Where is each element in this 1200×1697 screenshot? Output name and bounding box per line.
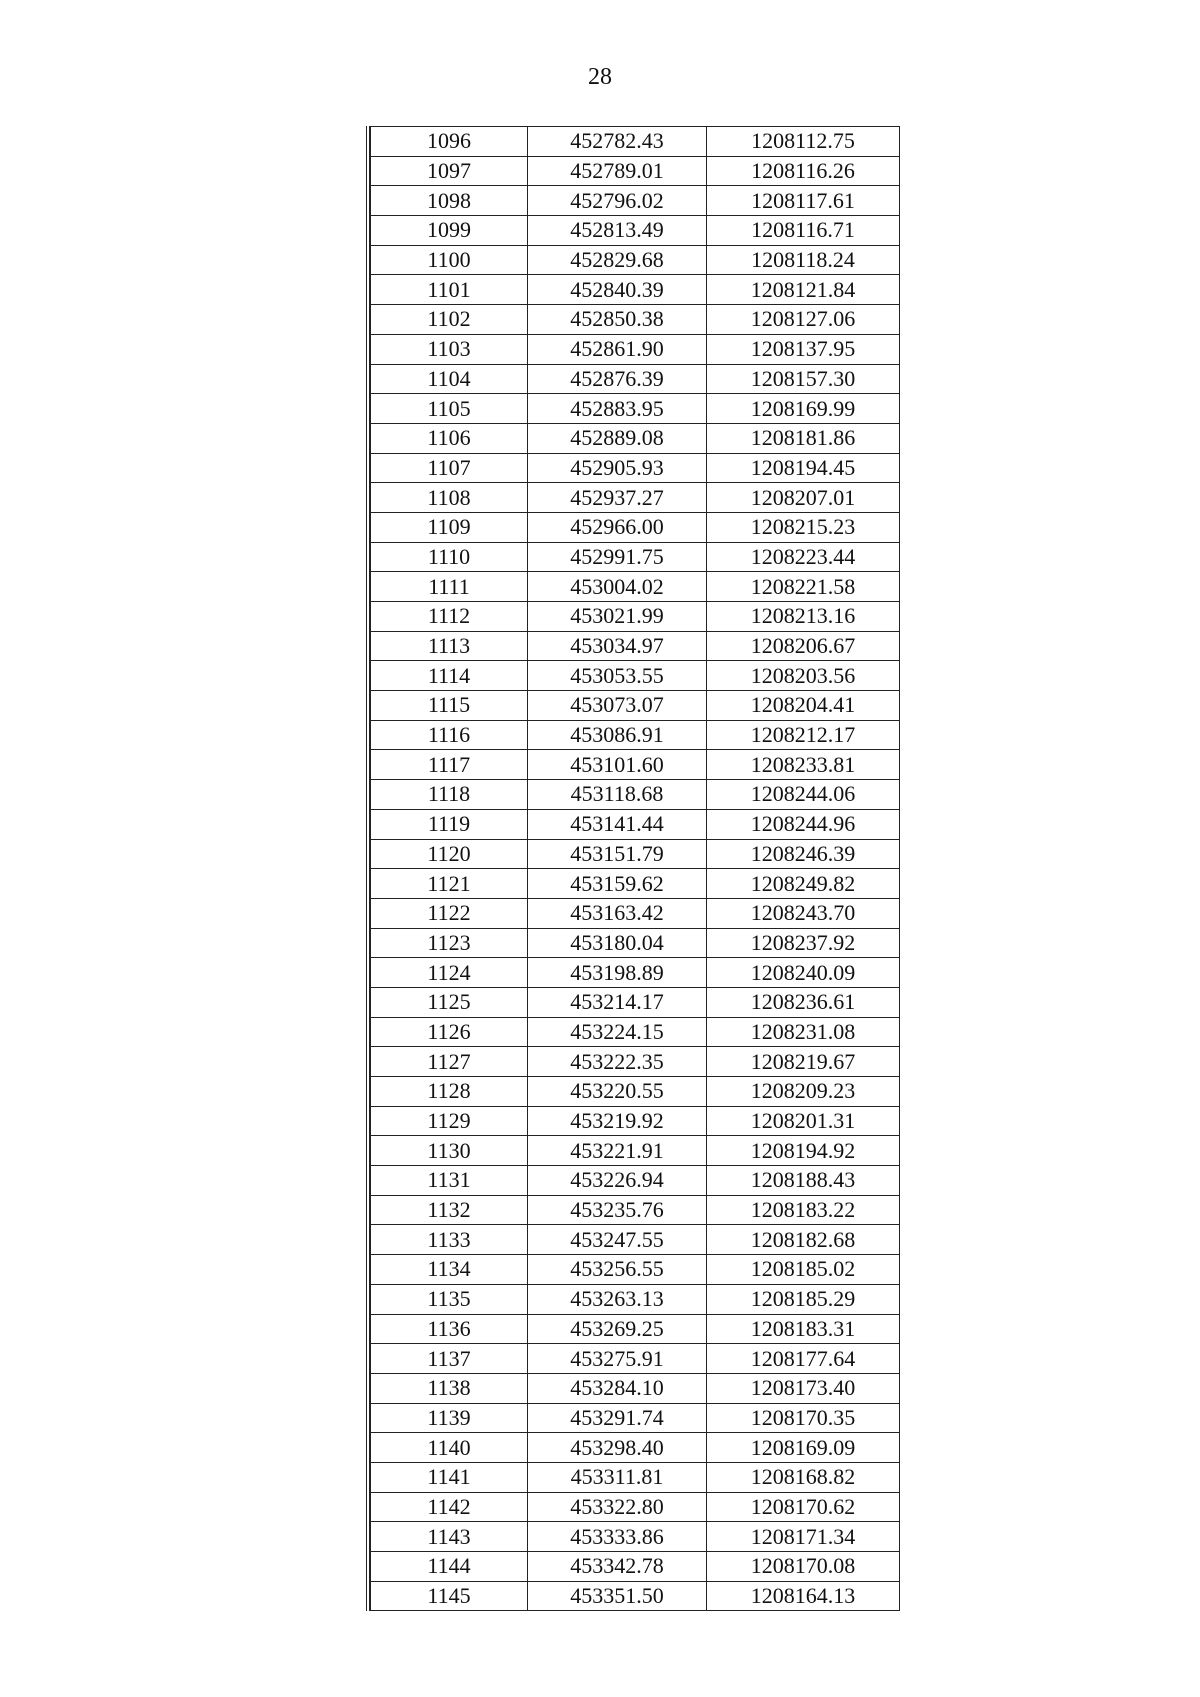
- point-number-cell: 1111: [371, 572, 528, 602]
- y-coordinate-cell: 1208244.96: [707, 809, 900, 839]
- point-number-cell: 1109: [371, 512, 528, 542]
- x-coordinate-cell: 453247.55: [528, 1225, 707, 1255]
- y-coordinate-cell: 1208237.92: [707, 928, 900, 958]
- table-row: [371, 275, 900, 305]
- point-number-cell: 1104: [371, 364, 528, 394]
- y-coordinate-cell: 1208212.17: [707, 720, 900, 750]
- x-coordinate-cell: 453214.17: [528, 987, 707, 1017]
- y-coordinate-cell: 1208201.31: [707, 1106, 900, 1136]
- point-number-cell: 1131: [371, 1166, 528, 1196]
- y-coordinate-cell: 1208121.84: [707, 275, 900, 305]
- y-coordinate-cell: 1208236.61: [707, 987, 900, 1017]
- table-row: [371, 661, 900, 691]
- table-row: [371, 394, 900, 424]
- x-coordinate-cell: 453151.79: [528, 839, 707, 869]
- table-row: [371, 1166, 900, 1196]
- point-number-cell: 1108: [371, 483, 528, 513]
- point-number-cell: 1107: [371, 453, 528, 483]
- point-number-cell: 1118: [371, 780, 528, 810]
- table-row: [371, 1373, 900, 1403]
- table-row: [371, 928, 900, 958]
- y-coordinate-cell: 1208219.67: [707, 1047, 900, 1077]
- y-coordinate-cell: 1208169.99: [707, 394, 900, 424]
- table-row: [371, 512, 900, 542]
- y-coordinate-cell: 1208213.16: [707, 602, 900, 632]
- point-number-cell: 1117: [371, 750, 528, 780]
- table-row: [371, 1077, 900, 1107]
- point-number-cell: 1102: [371, 305, 528, 335]
- table-row: [371, 156, 900, 186]
- y-coordinate-cell: 1208223.44: [707, 542, 900, 572]
- table-row: [371, 1581, 900, 1611]
- point-number-cell: 1132: [371, 1195, 528, 1225]
- y-coordinate-cell: 1208112.75: [707, 127, 900, 157]
- point-number-cell: 1101: [371, 275, 528, 305]
- y-coordinate-cell: 1208182.68: [707, 1225, 900, 1255]
- coordinates-table-body: [371, 127, 900, 1611]
- point-number-cell: 1134: [371, 1255, 528, 1285]
- x-coordinate-cell: 452889.08: [528, 423, 707, 453]
- y-coordinate-cell: 1208206.67: [707, 631, 900, 661]
- point-number-cell: 1133: [371, 1225, 528, 1255]
- table-row: [371, 216, 900, 246]
- point-number-cell: 1127: [371, 1047, 528, 1077]
- table-row: [371, 1433, 900, 1463]
- x-coordinate-cell: 453333.86: [528, 1522, 707, 1552]
- x-coordinate-cell: 453053.55: [528, 661, 707, 691]
- table-row: [371, 1136, 900, 1166]
- point-number-cell: 1144: [371, 1552, 528, 1582]
- point-number-cell: 1100: [371, 245, 528, 275]
- y-coordinate-cell: 1208185.29: [707, 1284, 900, 1314]
- point-number-cell: 1115: [371, 691, 528, 721]
- point-number-cell: 1120: [371, 839, 528, 869]
- point-number-cell: 1098: [371, 186, 528, 216]
- table-row: [371, 542, 900, 572]
- x-coordinate-cell: 453004.02: [528, 572, 707, 602]
- x-coordinate-cell: 453263.13: [528, 1284, 707, 1314]
- y-coordinate-cell: 1208203.56: [707, 661, 900, 691]
- y-coordinate-cell: 1208164.13: [707, 1581, 900, 1611]
- x-coordinate-cell: 453220.55: [528, 1077, 707, 1107]
- table-row: [371, 1552, 900, 1582]
- table-row: [371, 1106, 900, 1136]
- y-coordinate-cell: 1208240.09: [707, 958, 900, 988]
- table-row: [371, 958, 900, 988]
- point-number-cell: 1114: [371, 661, 528, 691]
- point-number-cell: 1138: [371, 1373, 528, 1403]
- x-coordinate-cell: 453284.10: [528, 1373, 707, 1403]
- x-coordinate-cell: 453269.25: [528, 1314, 707, 1344]
- table-row: [371, 1462, 900, 1492]
- table-row: [371, 987, 900, 1017]
- point-number-cell: 1145: [371, 1581, 528, 1611]
- x-coordinate-cell: 452813.49: [528, 216, 707, 246]
- x-coordinate-cell: 452937.27: [528, 483, 707, 513]
- y-coordinate-cell: 1208231.08: [707, 1017, 900, 1047]
- x-coordinate-cell: 453073.07: [528, 691, 707, 721]
- table-row: [371, 127, 900, 157]
- table-row: [371, 572, 900, 602]
- y-coordinate-cell: 1208215.23: [707, 512, 900, 542]
- x-coordinate-cell: 453275.91: [528, 1344, 707, 1374]
- x-coordinate-cell: 453101.60: [528, 750, 707, 780]
- point-number-cell: 1099: [371, 216, 528, 246]
- x-coordinate-cell: 452861.90: [528, 334, 707, 364]
- x-coordinate-cell: 452829.68: [528, 245, 707, 275]
- point-number-cell: 1139: [371, 1403, 528, 1433]
- table-row: [371, 334, 900, 364]
- x-coordinate-cell: 453311.81: [528, 1462, 707, 1492]
- x-coordinate-cell: 452782.43: [528, 127, 707, 157]
- y-coordinate-cell: 1208204.41: [707, 691, 900, 721]
- x-coordinate-cell: 452991.75: [528, 542, 707, 572]
- x-coordinate-cell: 453224.15: [528, 1017, 707, 1047]
- table-row: [371, 809, 900, 839]
- table-row: [371, 1492, 900, 1522]
- coordinates-table: [370, 126, 900, 1611]
- y-coordinate-cell: 1208118.24: [707, 245, 900, 275]
- y-coordinate-cell: 1208170.62: [707, 1492, 900, 1522]
- table-row: [371, 1225, 900, 1255]
- y-coordinate-cell: 1208194.45: [707, 453, 900, 483]
- y-coordinate-cell: 1208117.61: [707, 186, 900, 216]
- table-row: [371, 1195, 900, 1225]
- y-coordinate-cell: 1208116.26: [707, 156, 900, 186]
- x-coordinate-cell: 453021.99: [528, 602, 707, 632]
- x-coordinate-cell: 452850.38: [528, 305, 707, 335]
- x-coordinate-cell: 453034.97: [528, 631, 707, 661]
- x-coordinate-cell: 453322.80: [528, 1492, 707, 1522]
- y-coordinate-cell: 1208177.64: [707, 1344, 900, 1374]
- point-number-cell: 1143: [371, 1522, 528, 1552]
- x-coordinate-cell: 453118.68: [528, 780, 707, 810]
- table-row: [371, 1522, 900, 1552]
- point-number-cell: 1128: [371, 1077, 528, 1107]
- point-number-cell: 1112: [371, 602, 528, 632]
- y-coordinate-cell: 1208188.43: [707, 1166, 900, 1196]
- table-row: [371, 720, 900, 750]
- y-coordinate-cell: 1208183.22: [707, 1195, 900, 1225]
- x-coordinate-cell: 452789.01: [528, 156, 707, 186]
- x-coordinate-cell: 453180.04: [528, 928, 707, 958]
- point-number-cell: 1142: [371, 1492, 528, 1522]
- x-coordinate-cell: 452840.39: [528, 275, 707, 305]
- y-coordinate-cell: 1208185.02: [707, 1255, 900, 1285]
- y-coordinate-cell: 1208249.82: [707, 869, 900, 899]
- x-coordinate-cell: 453163.42: [528, 898, 707, 928]
- table-row: [371, 186, 900, 216]
- y-coordinate-cell: 1208170.35: [707, 1403, 900, 1433]
- point-number-cell: 1122: [371, 898, 528, 928]
- point-number-cell: 1129: [371, 1106, 528, 1136]
- table-row: [371, 1284, 900, 1314]
- point-number-cell: 1124: [371, 958, 528, 988]
- y-coordinate-cell: 1208116.71: [707, 216, 900, 246]
- y-coordinate-cell: 1208233.81: [707, 750, 900, 780]
- x-coordinate-cell: 453298.40: [528, 1433, 707, 1463]
- table-row: [371, 602, 900, 632]
- point-number-cell: 1121: [371, 869, 528, 899]
- point-number-cell: 1097: [371, 156, 528, 186]
- x-coordinate-cell: 453226.94: [528, 1166, 707, 1196]
- y-coordinate-cell: 1208181.86: [707, 423, 900, 453]
- coordinates-table-wrapper: [366, 126, 902, 1611]
- point-number-cell: 1103: [371, 334, 528, 364]
- x-coordinate-cell: 452883.95: [528, 394, 707, 424]
- y-coordinate-cell: 1208157.30: [707, 364, 900, 394]
- y-coordinate-cell: 1208171.34: [707, 1522, 900, 1552]
- x-coordinate-cell: 453221.91: [528, 1136, 707, 1166]
- y-coordinate-cell: 1208173.40: [707, 1373, 900, 1403]
- y-coordinate-cell: 1208169.09: [707, 1433, 900, 1463]
- x-coordinate-cell: 453141.44: [528, 809, 707, 839]
- table-row: [371, 1403, 900, 1433]
- table-row: [371, 750, 900, 780]
- table-row: [371, 691, 900, 721]
- table-row: [371, 869, 900, 899]
- x-coordinate-cell: 452876.39: [528, 364, 707, 394]
- y-coordinate-cell: 1208170.08: [707, 1552, 900, 1582]
- table-row: [371, 631, 900, 661]
- point-number-cell: 1140: [371, 1433, 528, 1463]
- x-coordinate-cell: 453198.89: [528, 958, 707, 988]
- point-number-cell: 1141: [371, 1462, 528, 1492]
- point-number-cell: 1106: [371, 423, 528, 453]
- table-row: [371, 453, 900, 483]
- point-number-cell: 1105: [371, 394, 528, 424]
- y-coordinate-cell: 1208127.06: [707, 305, 900, 335]
- x-coordinate-cell: 453086.91: [528, 720, 707, 750]
- point-number-cell: 1123: [371, 928, 528, 958]
- y-coordinate-cell: 1208168.82: [707, 1462, 900, 1492]
- x-coordinate-cell: 453222.35: [528, 1047, 707, 1077]
- x-coordinate-cell: 453291.74: [528, 1403, 707, 1433]
- y-coordinate-cell: 1208183.31: [707, 1314, 900, 1344]
- point-number-cell: 1110: [371, 542, 528, 572]
- x-coordinate-cell: 453219.92: [528, 1106, 707, 1136]
- x-coordinate-cell: 453342.78: [528, 1552, 707, 1582]
- table-row: [371, 245, 900, 275]
- table-row: [371, 1017, 900, 1047]
- y-coordinate-cell: 1208137.95: [707, 334, 900, 364]
- point-number-cell: 1130: [371, 1136, 528, 1166]
- x-coordinate-cell: 453235.76: [528, 1195, 707, 1225]
- x-coordinate-cell: 453256.55: [528, 1255, 707, 1285]
- page-number: 28: [588, 64, 612, 90]
- table-row: [371, 780, 900, 810]
- y-coordinate-cell: 1208209.23: [707, 1077, 900, 1107]
- point-number-cell: 1136: [371, 1314, 528, 1344]
- y-coordinate-cell: 1208243.70: [707, 898, 900, 928]
- table-row: [371, 423, 900, 453]
- x-coordinate-cell: 452796.02: [528, 186, 707, 216]
- point-number-cell: 1096: [371, 127, 528, 157]
- point-number-cell: 1119: [371, 809, 528, 839]
- point-number-cell: 1135: [371, 1284, 528, 1314]
- x-coordinate-cell: 452905.93: [528, 453, 707, 483]
- table-row: [371, 305, 900, 335]
- point-number-cell: 1113: [371, 631, 528, 661]
- table-row: [371, 898, 900, 928]
- x-coordinate-cell: 452966.00: [528, 512, 707, 542]
- point-number-cell: 1126: [371, 1017, 528, 1047]
- y-coordinate-cell: 1208207.01: [707, 483, 900, 513]
- table-row: [371, 1255, 900, 1285]
- y-coordinate-cell: 1208194.92: [707, 1136, 900, 1166]
- table-row: [371, 483, 900, 513]
- table-row: [371, 839, 900, 869]
- y-coordinate-cell: 1208221.58: [707, 572, 900, 602]
- y-coordinate-cell: 1208246.39: [707, 839, 900, 869]
- x-coordinate-cell: 453351.50: [528, 1581, 707, 1611]
- point-number-cell: 1125: [371, 987, 528, 1017]
- x-coordinate-cell: 453159.62: [528, 869, 707, 899]
- table-row: [371, 1344, 900, 1374]
- table-row: [371, 1047, 900, 1077]
- table-row: [371, 1314, 900, 1344]
- table-row: [371, 364, 900, 394]
- point-number-cell: 1137: [371, 1344, 528, 1374]
- y-coordinate-cell: 1208244.06: [707, 780, 900, 810]
- point-number-cell: 1116: [371, 720, 528, 750]
